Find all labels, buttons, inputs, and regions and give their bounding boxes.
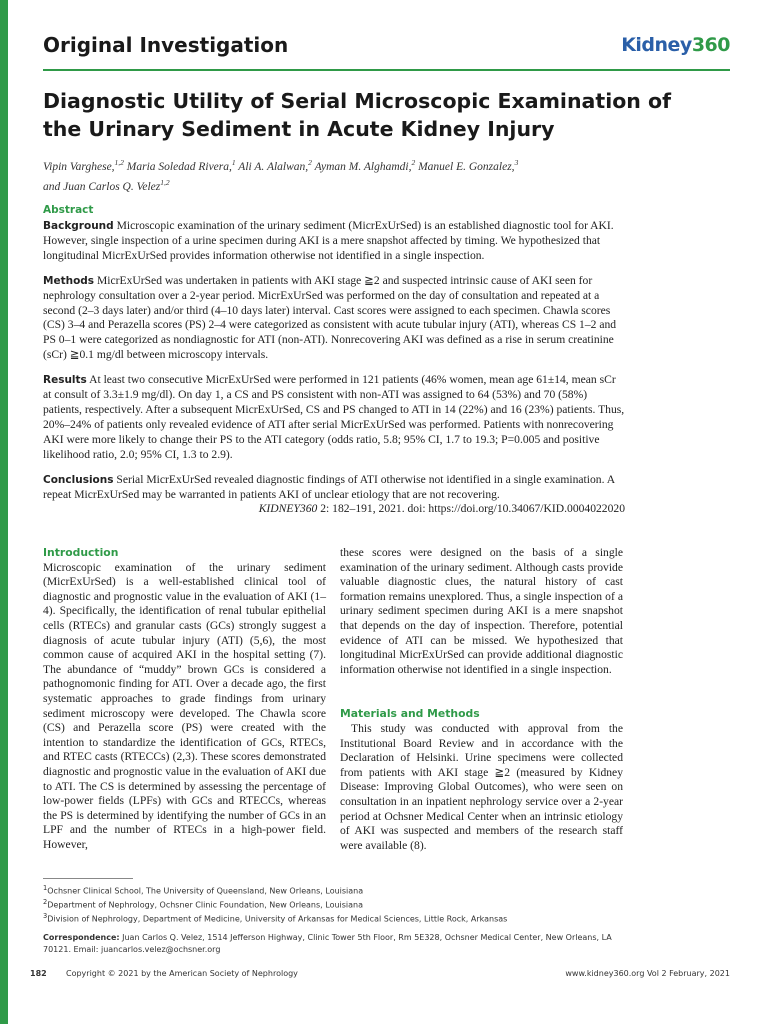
abstract-text: Microscopic examination of the urinary sediment (MicrExUrSed) is an established diagnostic tool for AKI. However, single inspection of a urine specimen during AKI is a mere snapshot affected by timing. We hypothesized that longitudinal MicrExUrSed provides information otherwise not identified in a single inspection. <box>43 219 614 262</box>
abstract-background <box>43 219 625 264</box>
author-affil-sup: 1 <box>231 158 236 167</box>
abstract-text: At least two consecutive MicrExUrSed were performed in 121 patients (46% women, mean age 61±14, mean sCr at consult of 3.3±1.9 mg/dl). On day 1, a CS and PS consistent with non-ATI was assigned to 64 (53%) and 70 (58%) patients, respectively. After a subsequent MicrExUrSed, CS and PS changed to ATI in 14 (22%) and 16 (23%) patients. Thus, 20%–24% of patients only revealed evidence of ATI after serial MicrExUrSed was performed. Patients with nonrecovering AKI were more likely to change their PS to the ATI category (odds ratio, 5.8; 95% CI, 1.7 to 19.3; P=0.005 and positive likelihood ratio, 2.0; 95% CI, 1.3 to 2.9). <box>43 373 625 461</box>
journal-site: www.kidney360.org Vol 2 February, 2021 <box>565 969 730 978</box>
author <box>235 158 312 173</box>
author-affil-sup: 1,2 <box>160 177 170 187</box>
author <box>43 158 124 173</box>
copyright: Copyright © 2021 by the American Society of Nephrology <box>66 969 298 978</box>
logo-360-text: 360 <box>691 34 730 56</box>
page-number: 182 <box>30 969 47 978</box>
author <box>311 158 416 173</box>
author-affil-sup: 2 <box>411 158 416 167</box>
author-name: Vipin Varghese, <box>43 160 115 173</box>
abstract-heading: Abstract <box>43 204 94 216</box>
author <box>415 158 519 173</box>
article-title: Diagnostic Utility of Serial Microscopic Examination of the Urinary Sediment in Acute Kidney Injury <box>43 89 672 141</box>
citation-line <box>43 502 625 517</box>
abstract-conclusions <box>43 473 625 518</box>
abstract-label: Results <box>43 374 87 387</box>
author-name: Ali A. Alalwan, <box>235 160 309 173</box>
author-name: Maria Soledad Rivera, <box>123 160 232 173</box>
section-heading: Original Investigation <box>43 33 289 57</box>
author <box>43 177 170 193</box>
journal-color-bar <box>0 0 8 1024</box>
author-name: Ayman M. Alghamdi, <box>311 160 412 173</box>
abstract-text: MicrExUrSed was undertaken in patients with AKI stage ≧2 and suspected intrinsic cause of AKI seen for nephrology consultation over a 2-year period. MicrExUrSed was performed on the day of consultation and repeated at a second (2–3 days later) and/or third (4–10 days later) interval. Cast scores were assigned to each specimen. Chawla scores (CS) 3–4 and Perazella scores (PS) 2–4 were categorized as consistent with acute tubular injury (ATI), whereas CS 1–2 and PS 0–1 were categorized as nondiagnostic for ATI (non-ATI). Nonrecovering AKI was defined as a rise in serum creatinine (sCr) ≧0.1 mg/dl between microscopy intervals. <box>43 273 617 362</box>
abstract-body <box>43 219 625 527</box>
affiliation-sup: 3 <box>43 912 48 921</box>
abstract-label: Methods <box>43 274 95 287</box>
affiliation-sup: 1 <box>43 884 48 892</box>
methods-heading: Materials and Methods <box>340 707 480 721</box>
affiliation <box>43 911 663 925</box>
right-column <box>340 546 623 853</box>
correspondence-text: Juan Carlos Q. Velez, 1514 Jefferson Highway, Clinic Tower 5th Floor, Rm 5E328, Ochsner Medical Center, New Orleans, LA 70121. Email: juancarlos.velez@ochsner.org <box>43 933 612 954</box>
journal-logo <box>621 34 730 56</box>
affiliation <box>43 883 663 897</box>
affiliation-text: Division of Nephrology, Department of Medicine, University of Arkansas for Medical Sciences, Little Rock, Arkansas <box>47 914 508 924</box>
author <box>123 158 236 173</box>
correspondence-label: Correspondence: <box>43 933 120 942</box>
correspondence <box>43 932 628 956</box>
author-affil-sup: 3 <box>514 158 519 167</box>
affiliation <box>43 897 663 911</box>
affiliations <box>43 883 663 925</box>
methods-paragraph-1: This study was conducted with approval from the Institutional Board Review and in accordance with the Declaration of Helsinki. Urine specimens were collected from patients with AKI stage ≧2 (measured by Kidney Disease: Improving Global Outcomes), who were seen on consultation in an inpatient nephrology service over a 2-year period at Ochsner Medical Center when an intrinsic etiology of AKI was suspected and members of the research staff were available (8). <box>340 721 623 852</box>
logo-kidney-text: Kidney <box>621 34 692 56</box>
abstract-text: Serial MicrExUrSed revealed diagnostic findings of ATI otherwise not identified in a single examination. A repeat MicrExUrSed may be warranted in patients AKI of unclear etiology that are not recovering. <box>43 472 615 501</box>
header-rule <box>43 69 730 71</box>
footnote-rule <box>43 878 133 879</box>
left-column <box>43 546 326 852</box>
author-affil-sup: 2 <box>308 158 312 167</box>
affiliation-text: Ochsner Clinical School, The University of Queensland, New Orleans, Louisiana <box>47 886 364 896</box>
intro-paragraph-1: Microscopic examination of the urinary sediment (MicrExUrSed) is a well-established clinical tool of diagnostic and prognostic value in the evaluation of AKI (1–4). Specifically, the identification of renal tubular epithelial cells (RTECs) and granular casts (GCs) strongly suggest a diagnosis of acute tubular injury (ATI) (5,6), the most common cause of acquired AKI in the hospital setting (7). The abundance of “muddy” brown GCs is considered a pathognomonic finding for ATI. Over a decade ago, the first systematic approaches to grade findings from urinary sediment microscopy were developed. The Chawla score (CS) and Perazella score (PS) were created with the intention to standardize the identification of GCs, RTECs, and RTEC casts (RTECCs) (2,3). These scores demonstrated diagnostic and prognostic value in the evaluation of AKI due to ATI. The CS is determined by assessing the percentage of low-power fields (LPFs) with GCs and RTECCs, whereas the PS is determined by identifying the number of GCs in an LPF and the number of RTECs in a high-power field. However, <box>43 560 326 851</box>
abstract-methods <box>43 274 625 363</box>
introduction-heading: Introduction <box>43 546 119 559</box>
citation-journal: KIDNEY360 <box>258 502 318 516</box>
author-list <box>43 155 643 195</box>
affiliation-text: Department of Nephrology, Ochsner Clinic Foundation, New Orleans, Louisiana <box>47 900 364 910</box>
section-spacer <box>340 677 623 707</box>
author-name: and Juan Carlos Q. Velez <box>43 180 161 193</box>
author-name: Manuel E. Gonzalez, <box>415 160 515 173</box>
citation-rest: 2: 182–191, 2021. doi: https://doi.org/10.34067/KID.0004022020 <box>317 502 625 516</box>
affiliation-sup: 2 <box>43 898 48 907</box>
author-affil-sup: 1,2 <box>114 158 124 167</box>
intro-paragraph-2: these scores were designed on the basis of a single examination of the urinary sediment. Although casts provide valuable diagnostic clues, the natural history of cast formation remains unexplored. Thus, a single inspection of a urinary sediment specimen during AKI is a mere snapshot that depends on the day of inspection. Therefore, potential evidence of ATI can be missed. We hypothesized that longitudinal MicrExUrSed can provide additional diagnostic information otherwise not identified in a single inspection. <box>340 546 623 676</box>
abstract-results <box>43 373 625 462</box>
abstract-label: Conclusions <box>43 473 114 486</box>
abstract-label: Background <box>43 220 114 232</box>
